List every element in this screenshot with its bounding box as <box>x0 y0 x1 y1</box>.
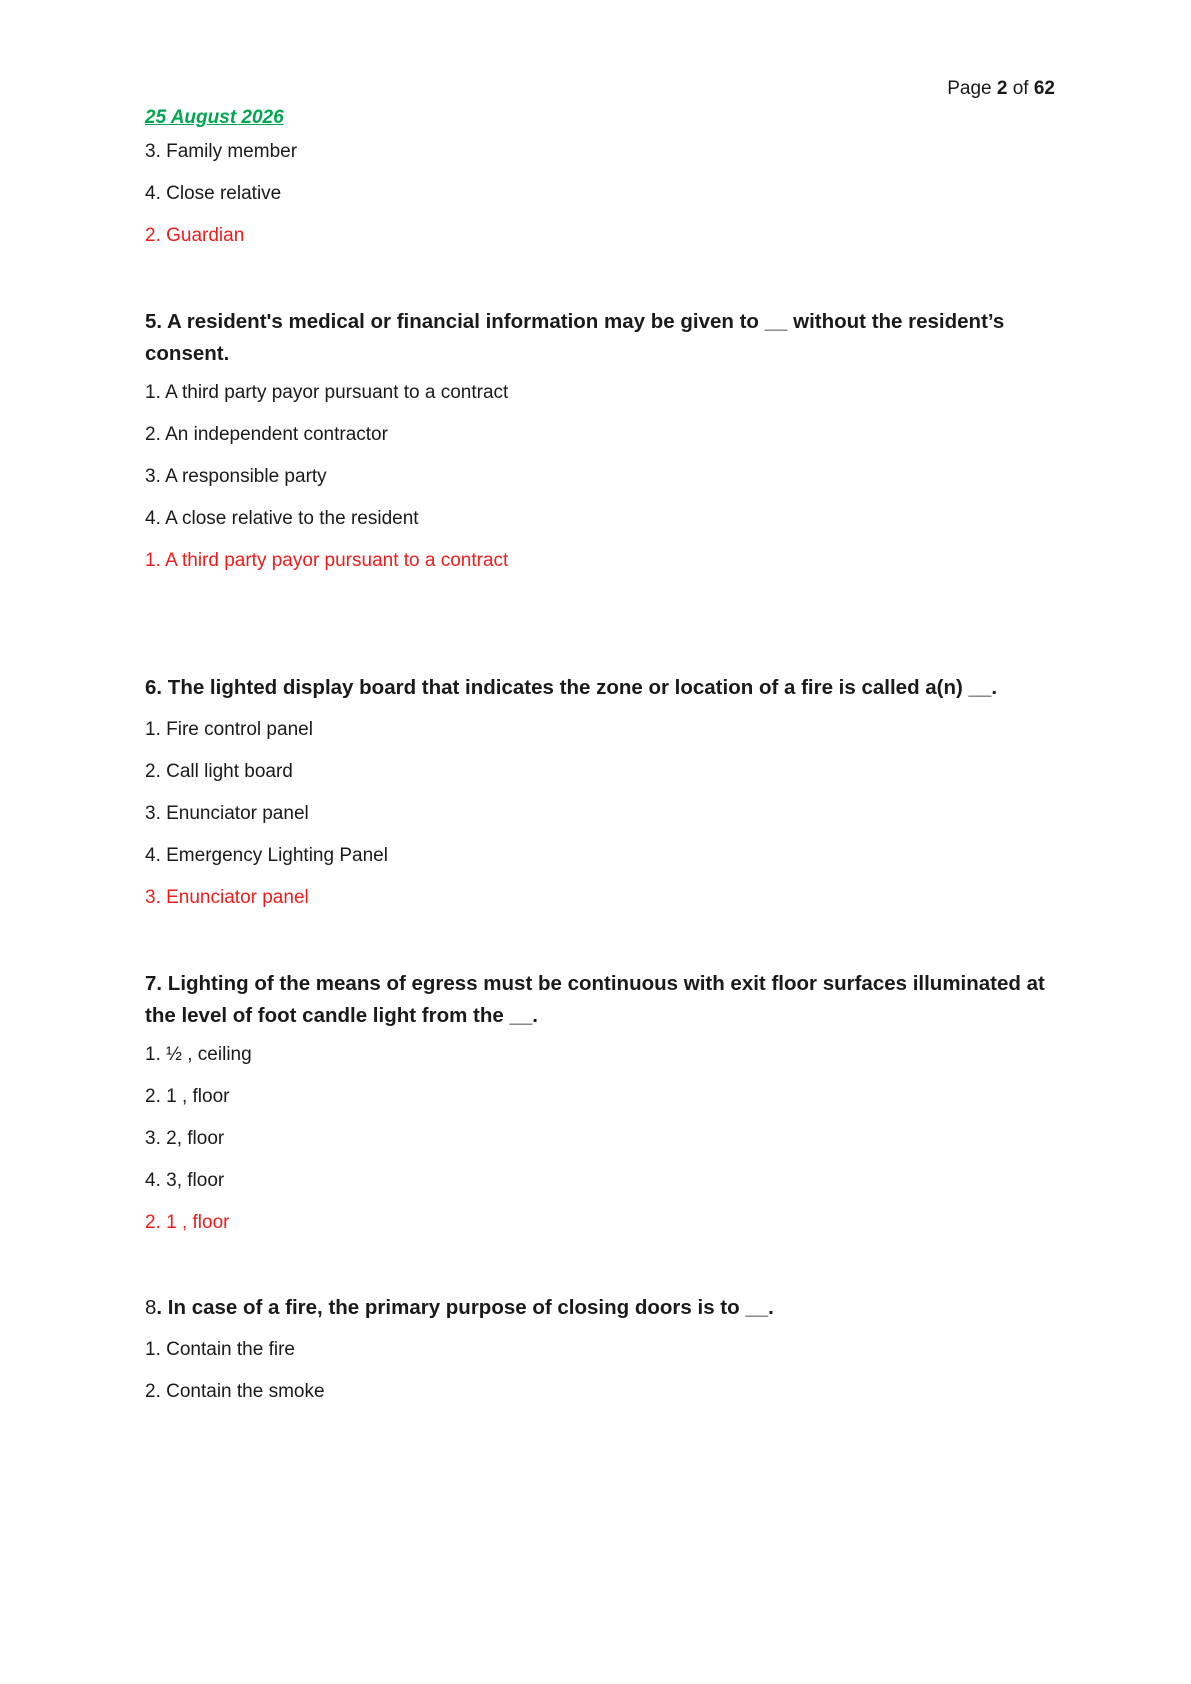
q8-question-text: . In case of a fire, the primary purpose of closing doors is to __. <box>156 1296 774 1319</box>
q8-option-2: 2. Contain the smoke <box>145 1381 325 1402</box>
q6-option-4: 4. Emergency Lighting Panel <box>145 845 388 866</box>
q4-option-3: 3. Family member <box>145 141 298 162</box>
page-of: of <box>1012 78 1029 99</box>
q7-option-4: 4. 3, floor <box>145 1170 225 1191</box>
q4-answer: 2. Guardian <box>145 225 245 246</box>
q5-option-2: 2. An independent contractor <box>145 424 388 445</box>
q6-question: 6. The lighted display board that indicates the zone or location of a fire is called a(n) __. <box>145 676 998 699</box>
q5-question: 5. A resident's medical or financial information may be given to __ without the resident’s consent. <box>145 310 1005 365</box>
q5-option-4: 4. A close relative to the resident <box>145 508 419 529</box>
page-total: 62 <box>1033 78 1055 99</box>
document-date: 25 August 2026 <box>145 107 284 128</box>
q5-option-3: 3. A responsible party <box>145 466 327 487</box>
page-number-header <box>145 78 1055 106</box>
page-current: 2 <box>996 78 1008 99</box>
q4-option-4: 4. Close relative <box>145 183 282 204</box>
q7-option-3: 3. 2, floor <box>145 1128 225 1149</box>
q6-option-1: 1. Fire control panel <box>145 719 313 740</box>
q7-option-1: 1. ½ , ceiling <box>145 1044 252 1065</box>
q7-answer: 2. 1 , floor <box>145 1212 230 1233</box>
q8-number: 8 <box>145 1296 157 1319</box>
q7-question: 7. Lighting of the means of egress must be continuous with exit floor surfaces illuminated at the level of foot candle light from the __. <box>145 972 1045 1027</box>
q6-answer: 3. Enunciator panel <box>145 887 309 908</box>
q8-question <box>145 1292 1055 1324</box>
q6-option-3: 3. Enunciator panel <box>145 803 309 824</box>
page-prefix: Page <box>947 78 992 99</box>
q6-option-2: 2. Call light board <box>145 761 293 782</box>
q5-option-1: 1. A third party payor pursuant to a contract <box>145 382 509 403</box>
q7-option-2: 2. 1 , floor <box>145 1086 230 1107</box>
q8-option-1: 1. Contain the fire <box>145 1339 295 1360</box>
q5-answer: 1. A third party payor pursuant to a contract <box>145 550 509 571</box>
